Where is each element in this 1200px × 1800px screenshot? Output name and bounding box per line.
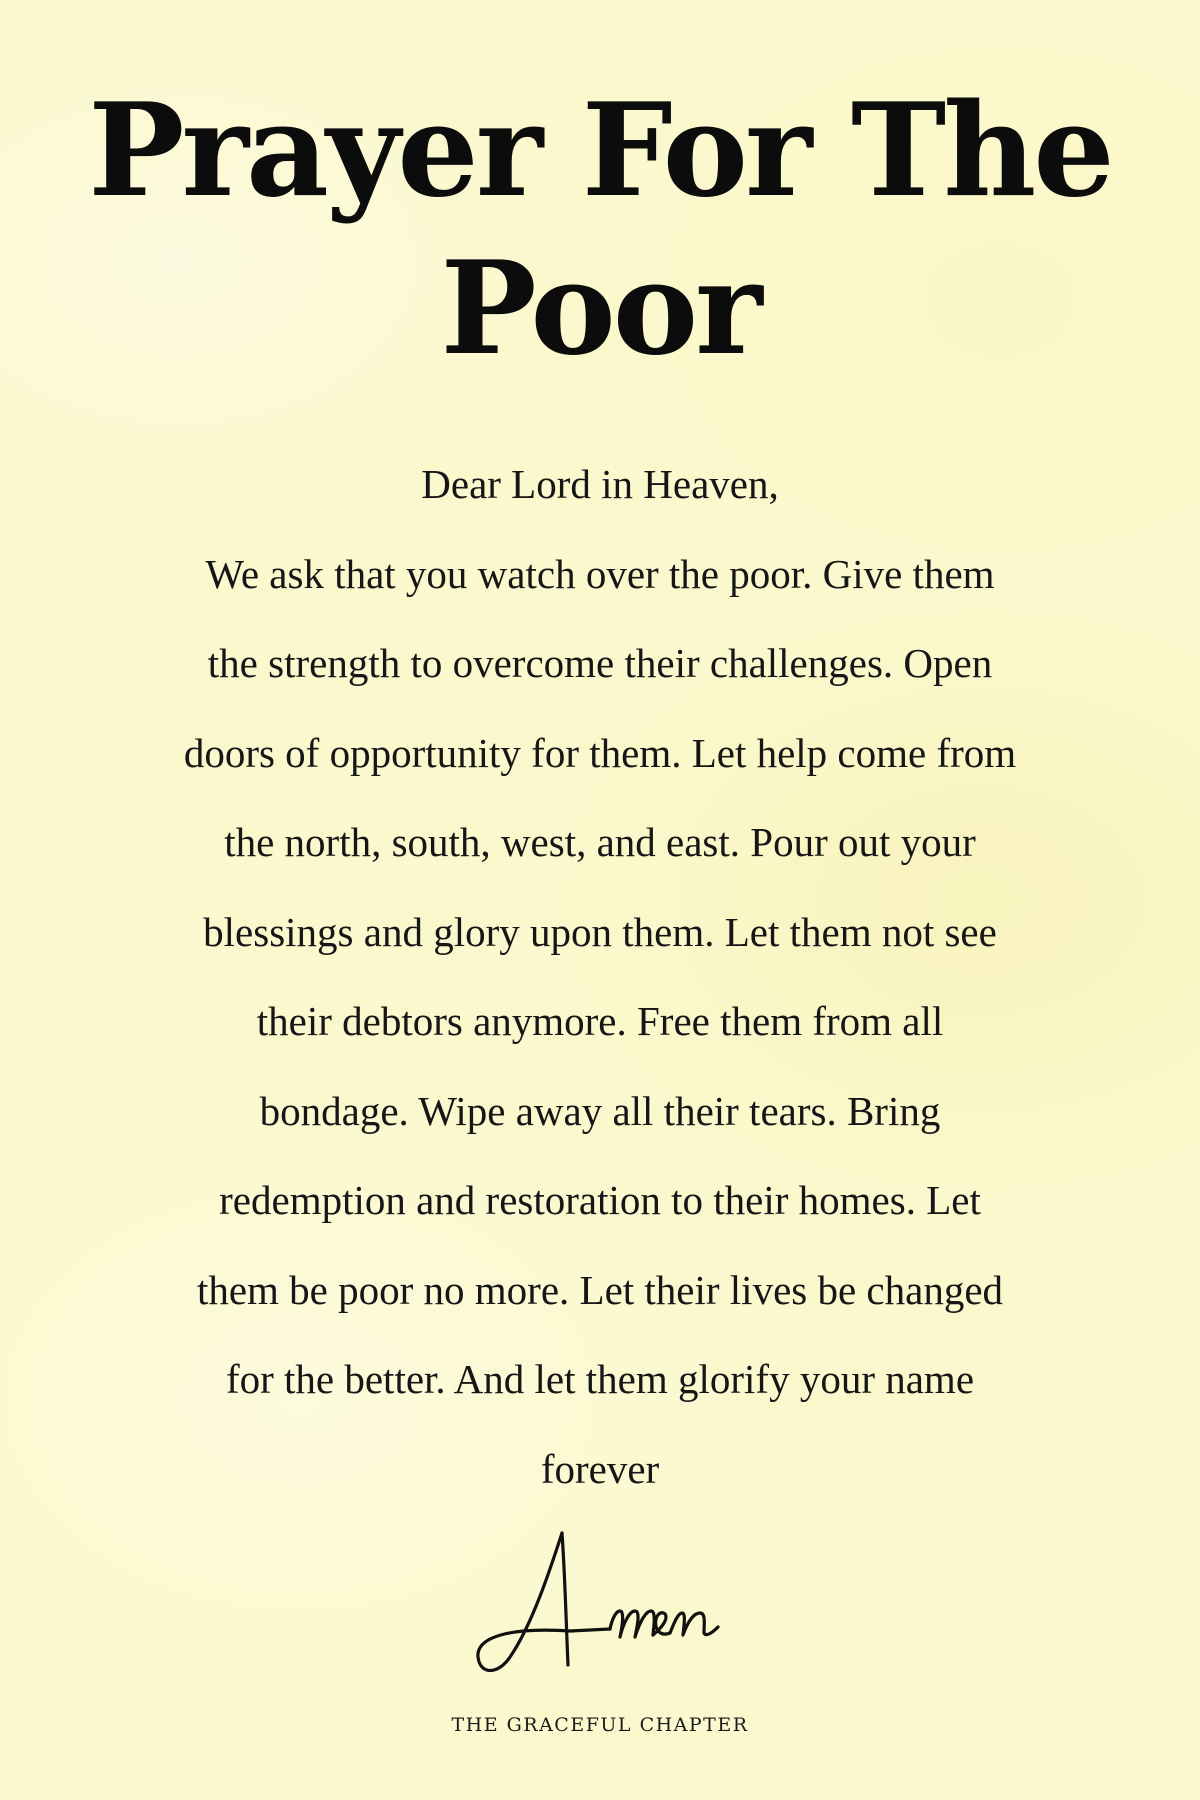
prayer-line: We ask that you watch over the poor. Give them	[205, 550, 995, 597]
prayer-line: doors of opportunity for them. Let help come from	[183, 729, 1017, 776]
prayer-line: the north, south, west, and east. Pour out your	[224, 819, 976, 865]
prayer-line: their debtors anymore. Free them from all	[256, 998, 944, 1044]
prayer-line: for the better. And let them glorify your name	[225, 1356, 975, 1402]
prayer-line: them be poor no more. Let their lives be changed	[196, 1266, 1004, 1313]
prayer-line: Dear Lord in Heaven,	[421, 461, 779, 507]
page-title	[0, 72, 1200, 388]
brand-footer: THE GRACEFUL CHAPTER	[451, 1714, 749, 1736]
amen-signature	[470, 1525, 730, 1695]
prayer-line: blessings and glory upon them. Let them not see	[203, 908, 997, 955]
prayer-line: forever	[540, 1445, 660, 1492]
prayer-body	[0, 440, 1200, 1514]
prayer-line: the strength to overcome their challenges. Open	[207, 640, 993, 686]
prayer-line: bondage. Wipe away all their tears. Bring	[259, 1087, 941, 1134]
prayer-line: redemption and restoration to their homes. Let	[219, 1177, 981, 1223]
title-line-2: Poor	[440, 234, 760, 384]
title-line-1: Prayer For The	[88, 76, 1112, 226]
